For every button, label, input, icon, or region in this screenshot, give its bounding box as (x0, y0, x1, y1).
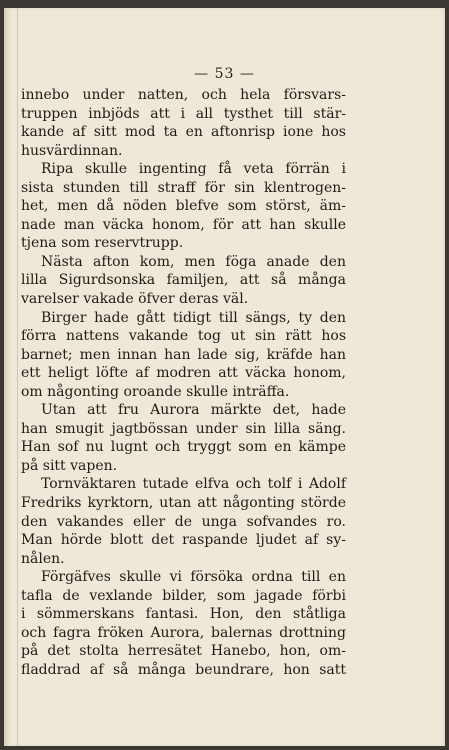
text-line: kande af sitt mod ta en aftonrisp ione hos (21, 124, 346, 141)
text-line: fladdrad af så många beundrare, hon satt (21, 661, 346, 678)
text-line: på det stolta herresätet Hanebo, hon, om- (21, 643, 346, 660)
text-line: tafla de vexlande bilder, som jagade förbi (21, 587, 346, 604)
text-line: truppen inbjöds att i all tysthet till stär- (21, 105, 346, 122)
text-line: husvärdinnan. (21, 142, 123, 159)
text-line: nålen. (21, 550, 65, 567)
text-line: lilla Sigurdsonska familjen, att så många (21, 272, 346, 289)
text-line: Birger hade gått tidigt till sängs, ty den (41, 309, 346, 326)
text-line: ett heligt löfte af modren att väcka honom, (21, 365, 346, 382)
text-line: nade man väcka honom, för att han skulle (21, 216, 346, 233)
text-line: Ripa skulle ingenting få veta förrän i (41, 161, 346, 178)
text-line: den vakandes eller de unga sofvandes ro. (21, 513, 346, 530)
text-line: Tornväktaren tutade elfva och tolf i Adolf (41, 476, 346, 493)
text-line: Han sof nu lugnt och tryggt som en kämpe (21, 439, 346, 456)
text-line: varelser vakade öfver deras väl. (21, 291, 249, 308)
text-line: tjena som reservtrupp. (21, 235, 184, 252)
text-line: Utan att fru Aurora märkte det, hade (41, 402, 346, 419)
book-page (4, 8, 445, 746)
page-gutter (17, 8, 18, 746)
text-line: i sömmerskans fantasi. Hon, den ståtliga (21, 606, 346, 623)
text-line: het, men då nöden blefve som störst, äm- (21, 198, 346, 215)
text-line: sista stunden till straff för sin klentrogen- (21, 179, 346, 196)
text-line: och fagra fröken Aurora, balernas drottning (21, 624, 346, 641)
page-number: — 53 — (194, 66, 255, 82)
body-text (21, 86, 346, 680)
text-line: innebo under natten, och hela försvars- (21, 87, 346, 103)
text-line: Nästa afton kom, men föga anade den (41, 253, 346, 270)
text-line: Förgäfves skulle vi försöka ordna till en (41, 569, 346, 586)
text-line: på sitt vapen. (21, 457, 118, 474)
text-line: om någonting oroande skulle inträffa. (21, 383, 290, 400)
text-line: förra nattens vakande tog ut sin rätt hos (21, 328, 346, 345)
text-line: Fredriks kyrktorn, utan att någonting störde (21, 495, 346, 512)
text-line: Man hörde blott det raspande ljudet af sy- (21, 532, 346, 549)
text-line: barnet; men innan han lade sig, kräfde han (21, 346, 346, 363)
text-line: han smugit jagtbössan under sin lilla säng. (21, 420, 346, 437)
